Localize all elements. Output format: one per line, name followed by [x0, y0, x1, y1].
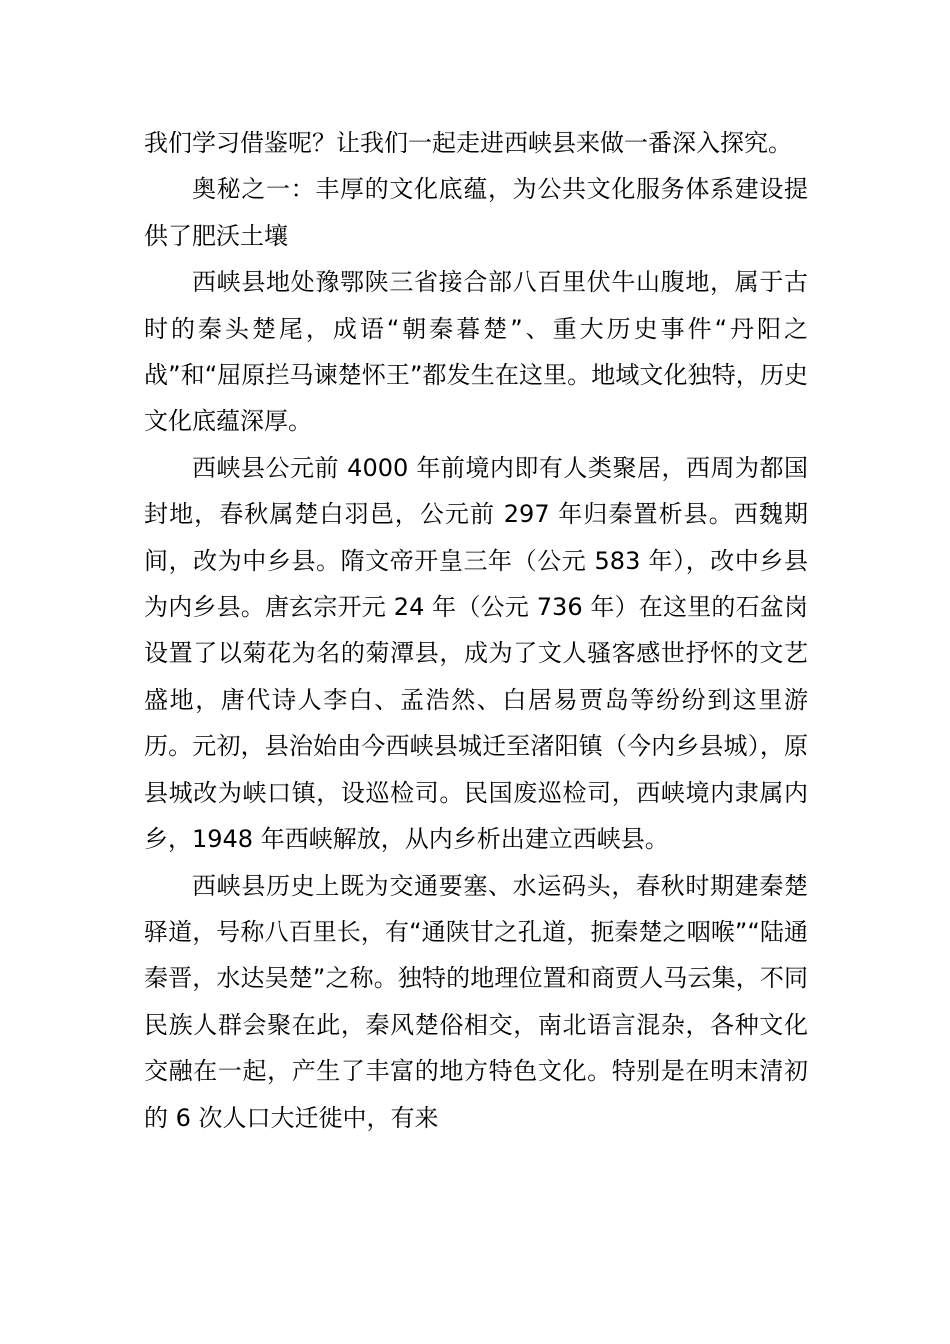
paragraph-1: 我们学习借鉴呢？让我们一起走进西峡县来做一番深入探究。 — [144, 129, 792, 157]
paragraph-2: 西峡县地处豫鄂陕三省接合部八百里伏牛山腹地，属于古时的秦头楚尾，成语“朝秦暮楚”、重大历史事件“丹阳之战”和“屈原拦马谏楚怀王”都发生在这里。地域文化独特，历史文化底蕴深厚。 — [144, 268, 808, 436]
paragraph-4: 西峡县历史上既为交通要塞、水运码头，春秋时期建秦楚驿道，号称八百里长，有“通陕甘之孔道，扼秦楚之咽喉”“陆通秦晋，水达吴楚”之称。独特的地理位置和商贾人马云集，不同民族人群会聚在此，秦风楚俗相交，南北语言混杂，各种文化交融在一起，产生了丰富的地方特色文化。特别是在明末清初的 6 次人口大迁徙中，有来 — [144, 871, 808, 1132]
section-heading: 奥秘之一：丰厚的文化底蕴，为公共文化服务体系建设提供了肥沃土壤 — [144, 175, 808, 250]
document-body — [144, 120, 808, 1141]
paragraph-3: 西峡县公元前 4000 年前境内即有人类聚居，西周为都国封地，春秋属楚白羽邑，公元前 297 年归秦置析县。西魏期间，改为中乡县。隋文帝开皇三年（公元 583 年），改中乡县为内乡县。唐玄宗开元 24 年（公元 736 年）在这里的石盆岗设置了以菊花为名的菊潭县，成为了文人骚客感世抒怀的文艺盛地，唐代诗人李白、孟浩然、白居易贾岛等纷纷到这里游历。元初，县治始由今西峡县城迁至渚阳镇（今内乡县城），原县城改为峡口镇，设巡检司。民国废巡检司，西峡境内隶属内乡，1948 年西峡解放，从内乡析出建立西峡县。 — [144, 453, 808, 854]
